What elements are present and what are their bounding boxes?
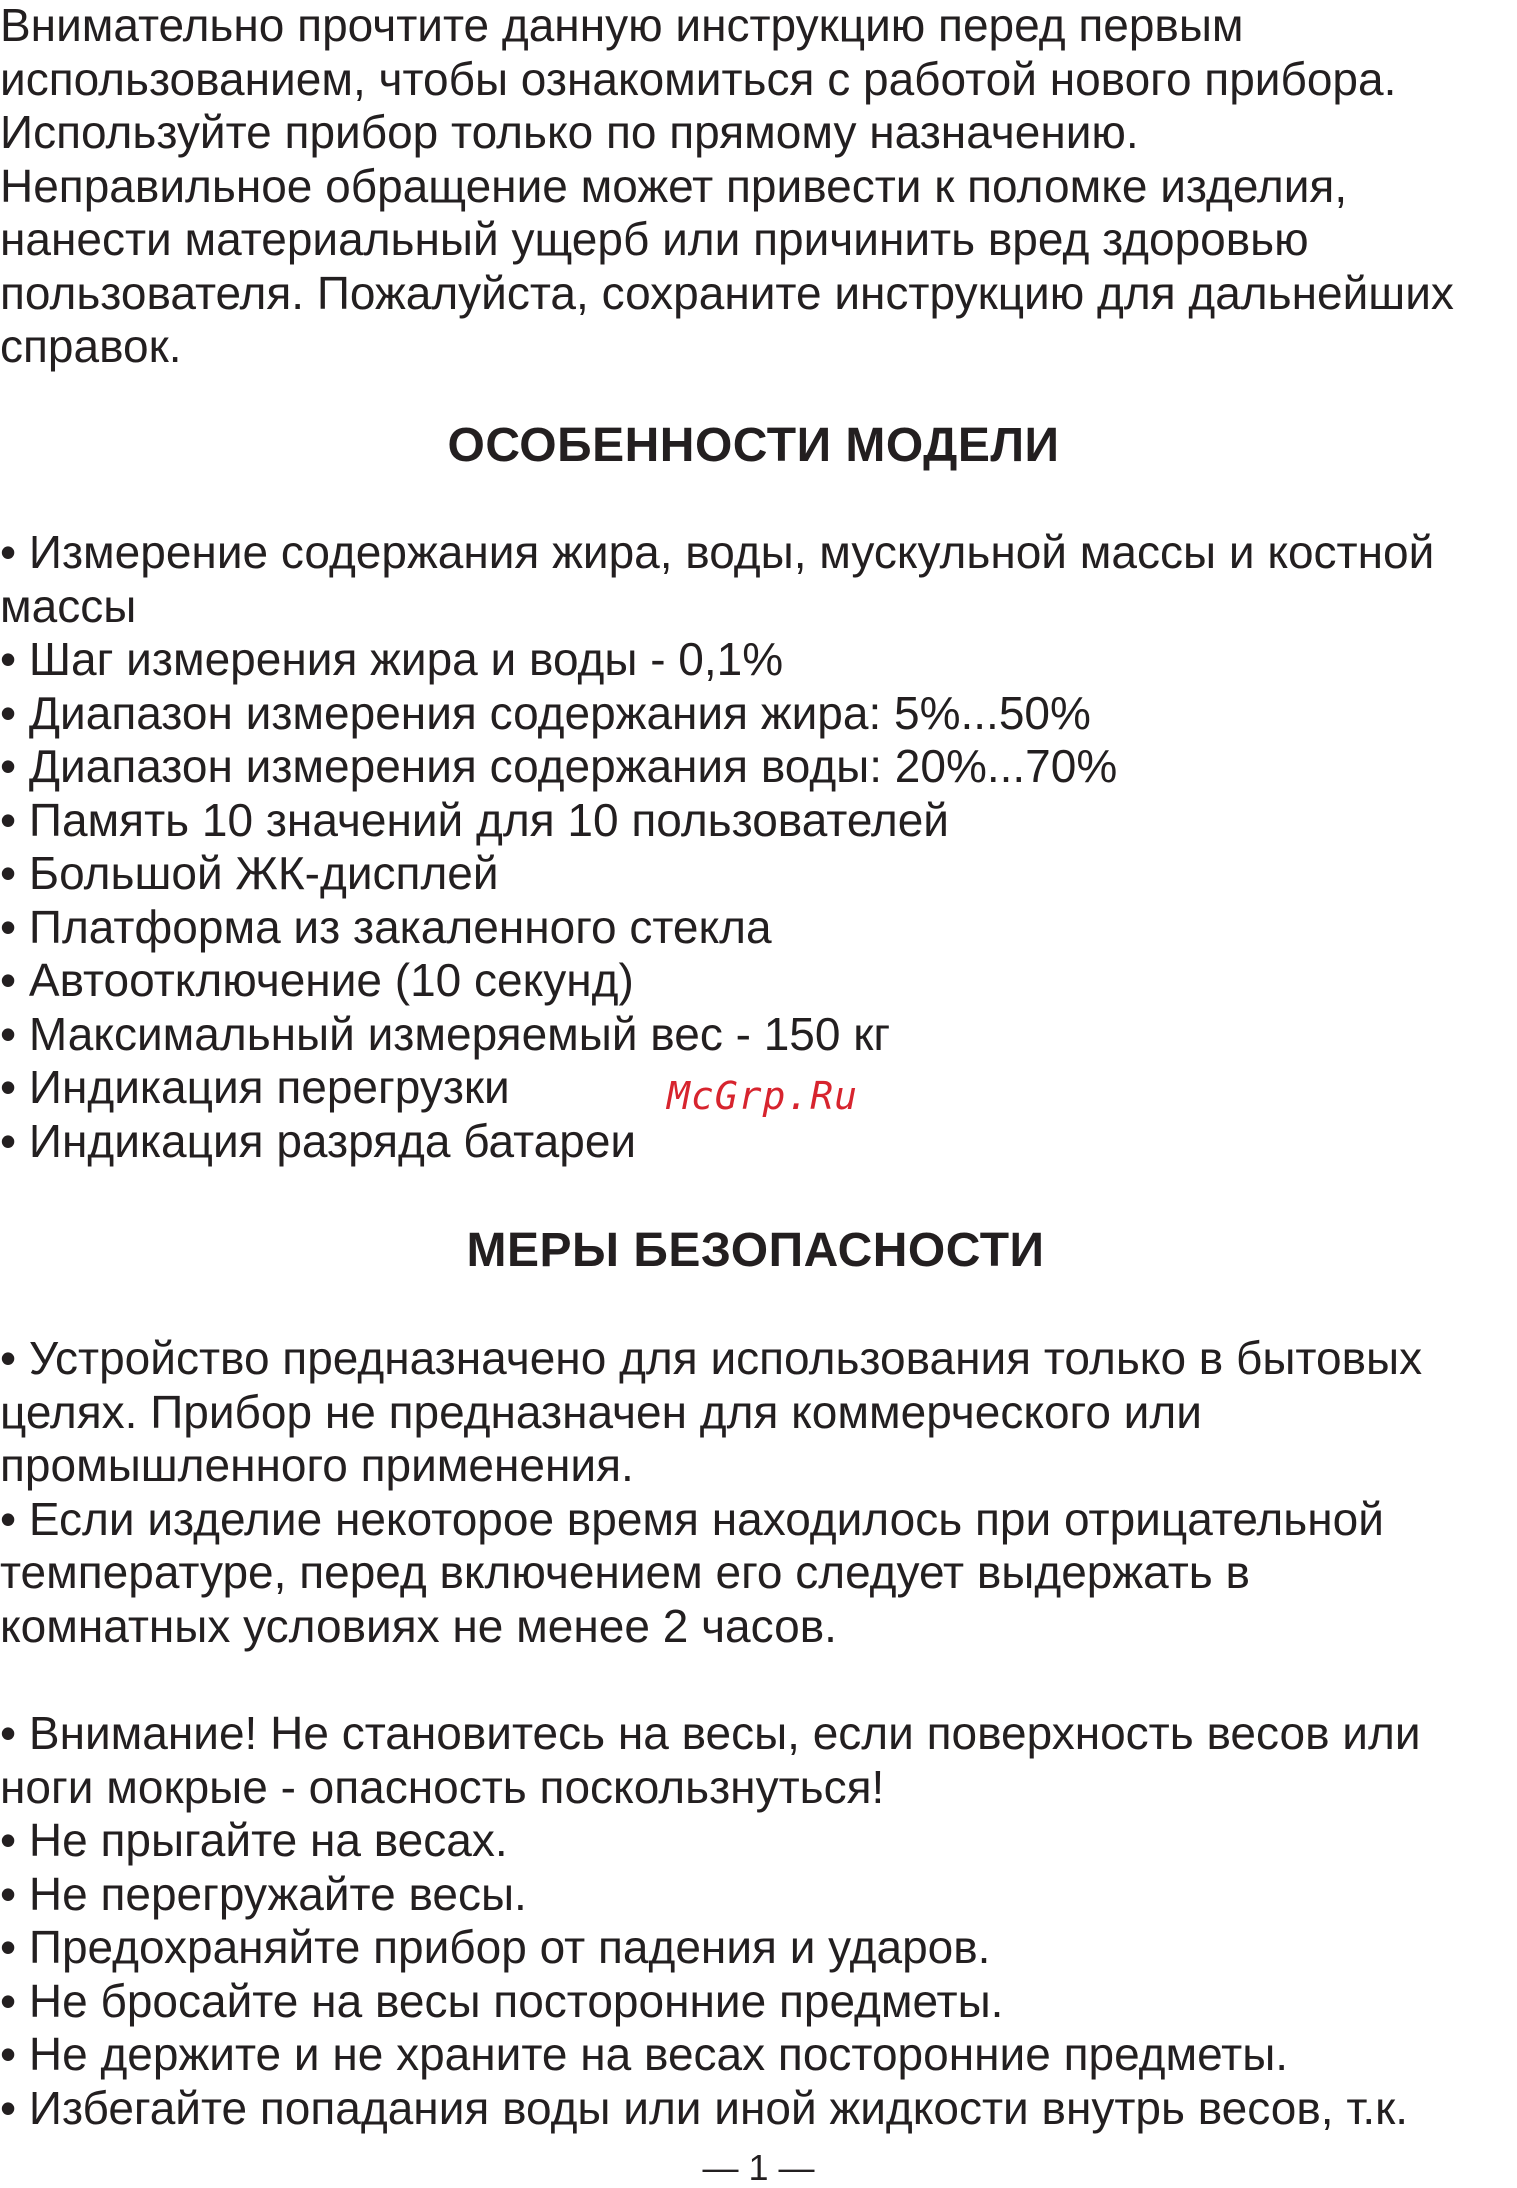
watermark-text: McGrp.Ru — [667, 1074, 859, 1118]
intro-line: Используйте прибор только по прямому назначению. — [0, 106, 1139, 158]
features-list — [0, 526, 1515, 1168]
feature-item: • Диапазон измерения содержания воды: 20%...70% — [0, 740, 1118, 792]
safety-item: • Не держите и не храните на весах посторонние предметы. — [0, 2028, 1289, 2080]
safety-item: целях. Прибор не предназначен для коммерческого или — [0, 1385, 1202, 1438]
safety-item: • Внимание! Не становитесь на весы, если поверхность весов или — [0, 1707, 1421, 1759]
safety-item: • Не перегружайте весы. — [0, 1867, 527, 1920]
intro-line: пользователя. Пожалуйста, сохраните инструкцию для дальнейших — [0, 266, 1454, 319]
safety-item: • Если изделие некоторое время находилось при отрицательной — [0, 1492, 1384, 1545]
intro-line: нанести материальный ущерб или причинить вред здоровью — [0, 213, 1309, 265]
safety-list-usage — [0, 1707, 1515, 2135]
page-number: — 1 — — [702, 2147, 815, 2188]
safety-item: ноги мокрые - опасность поскользнуться! — [0, 1760, 885, 1813]
features-heading: ОСОБЕННОСТИ МОДЕЛИ — [447, 419, 1060, 472]
safety-item: температуре, перед включением его следует выдержать в — [0, 1546, 1250, 1598]
safety-item: • Устройство предназначено для использования только в бытовых — [0, 1332, 1423, 1384]
safety-list-general — [0, 1332, 1515, 1653]
feature-item: • Большой ЖК-дисплей — [0, 847, 499, 899]
safety-item: комнатных условиях не менее 2 часов. — [0, 1599, 837, 1652]
safety-item: • Предохраняйте прибор от падения и ударов. — [0, 1921, 991, 1973]
safety-item: • Не прыгайте на весах. — [0, 1814, 508, 1866]
intro-line: Внимательно прочтите данную инструкцию перед первым — [0, 0, 1244, 51]
feature-item: • Индикация разряда батареи — [0, 1114, 637, 1167]
intro-paragraph — [0, 0, 1515, 374]
feature-item: • Память 10 значений для 10 пользователей — [0, 793, 949, 846]
feature-item: • Шаг измерения жира и воды - 0,1% — [0, 633, 784, 685]
intro-line: справок. — [0, 320, 182, 372]
feature-item: • Измерение содержания жира, воды, мускульной массы и костной — [0, 526, 1435, 578]
intro-line: Неправильное обращение может привести к поломке изделия, — [0, 159, 1348, 212]
safety-item: промышленного применения. — [0, 1439, 634, 1491]
feature-item: • Автоотключение (10 секунд) — [0, 954, 634, 1006]
feature-item: • Максимальный измеряемый вес - 150 кг — [0, 1007, 891, 1060]
feature-item: массы — [0, 579, 137, 632]
feature-item: • Платформа из закаленного стекла — [0, 900, 772, 953]
safety-item: • Избегайте попадания воды или иной жидкости внутрь весов, т.к. — [0, 2081, 1409, 2134]
feature-item: • Диапазон измерения содержания жира: 5%...50% — [0, 686, 1091, 739]
safety-heading: МЕРЫ БЕЗОПАСНОСТИ — [466, 1224, 1045, 1277]
intro-line: использованием, чтобы ознакомиться с работой нового прибора. — [0, 52, 1397, 105]
feature-item: • Индикация перегрузки — [0, 1061, 510, 1113]
safety-item: • Не бросайте на весы посторонние предметы. — [0, 1974, 1004, 2027]
